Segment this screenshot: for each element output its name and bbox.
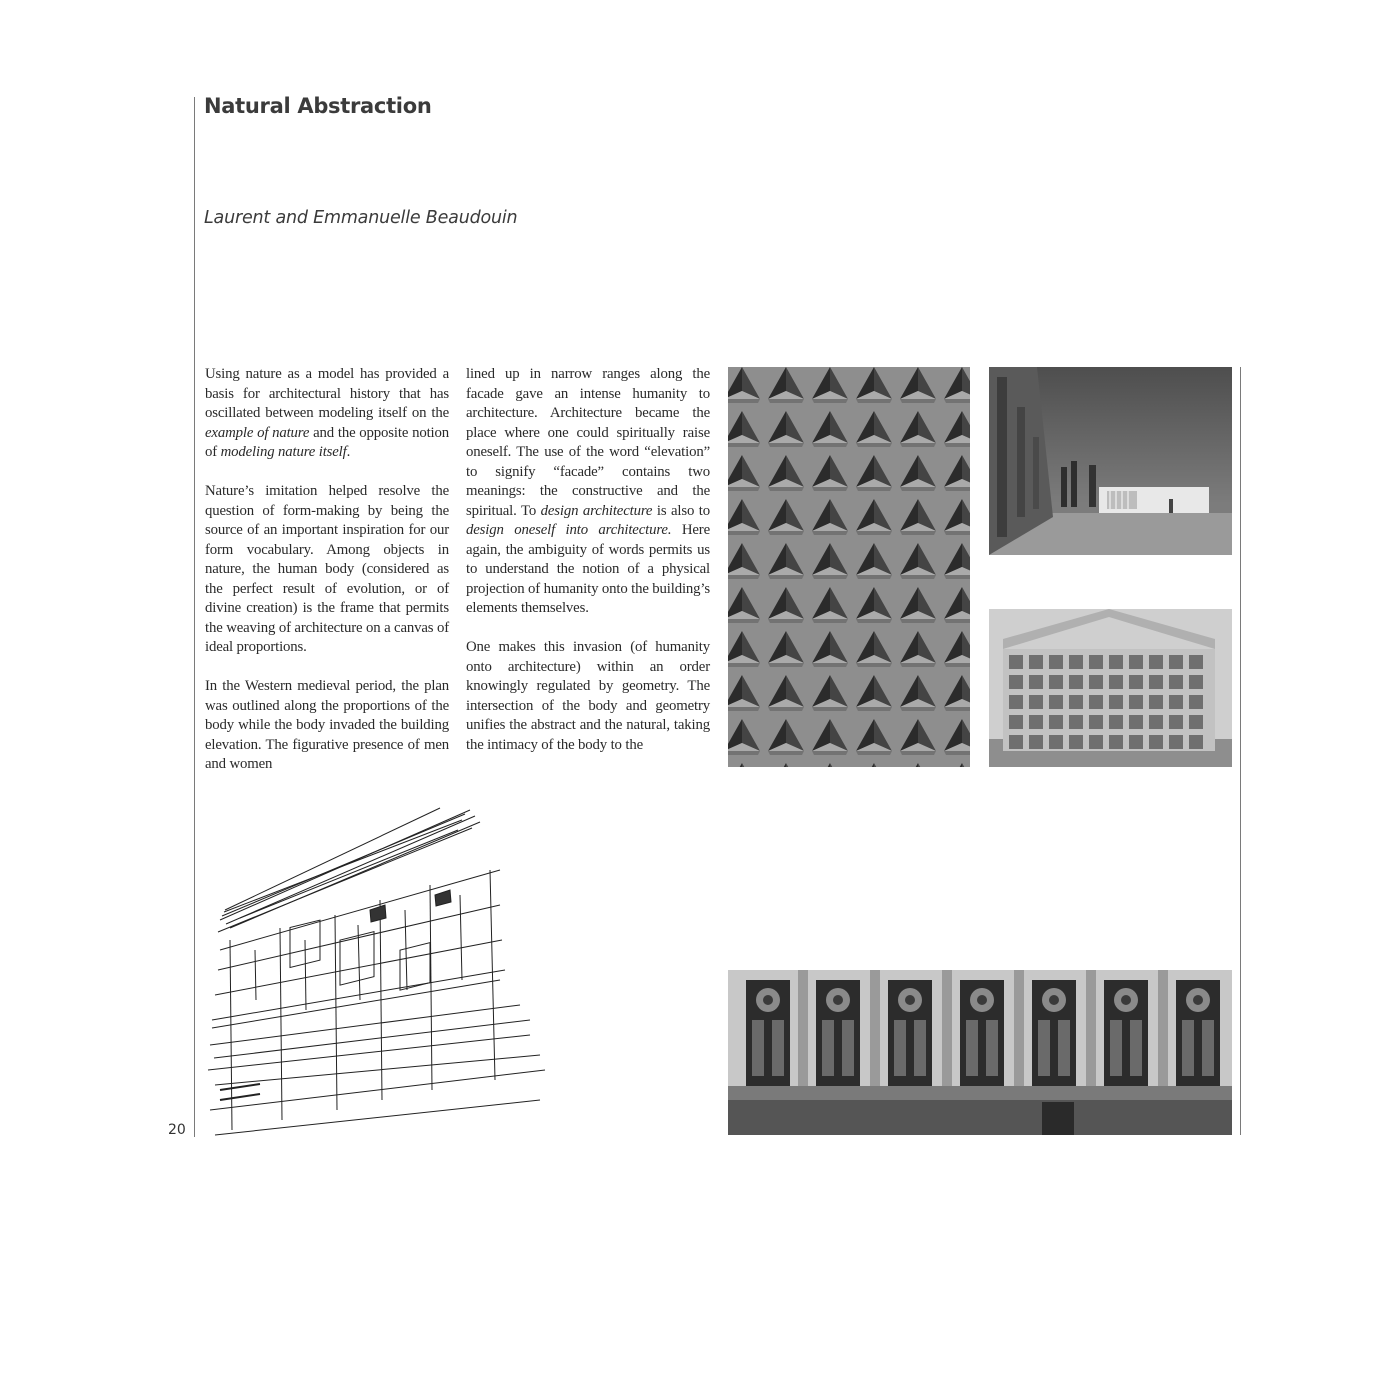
paragraph: lined up in narrow ranges along the facade gave an intense humanity to architecture. Architecture became the place where one could spiritually raise oneself. The use of the word “elevation” to signify “facade” contains two meanings: the constructive and the spiritual. To design architecture is also to design oneself into architecture. Here again, the ambiguity of words permits us to understand the notion of a physical projection of humanity onto the building’s elements themselves. — [466, 366, 710, 616]
right-margin-rule — [1240, 367, 1241, 1135]
facade-sketch-drawing — [200, 800, 550, 1140]
article-title: Natural Abstraction — [204, 94, 432, 118]
courtyard-building-photo — [989, 367, 1232, 555]
paragraph: Nature’s imitation helped resolve the question of form-making by being the source of an important inspiration for our form vocabulary. Among objects in nature, the human body (considered as the perfect result of evolution, or of divine creation) is the frame that permits the weaving of architecture on a canvas of ideal proportions. — [205, 483, 449, 655]
paragraph: In the Western medieval period, the plan was outlined along the proportions of the body while the body invaded the building elevation. The figurative presence of men and women — [205, 678, 449, 772]
page-number: 20 — [168, 1122, 186, 1138]
paragraph: Using nature as a model has provided a basis for architectural history that has oscillated between modeling itself on the example of nature and the opposite notion of modeling nature itself. — [205, 366, 449, 460]
paragraph: One makes this invasion (of humanity onto architecture) within an order knowingly regulated by geometry. The intersection of the body and geometry unifies the abstract and the natural, taking the intimacy of the body to the — [466, 639, 710, 753]
text-column-2 — [466, 365, 710, 775]
gothic-facade-photo — [728, 970, 1232, 1135]
left-margin-rule — [194, 97, 195, 1137]
pyramid-textured-wall-photo — [728, 367, 970, 767]
text-column-1 — [205, 365, 449, 794]
article-author: Laurent and Emmanuelle Beaudouin — [204, 208, 518, 228]
grid-facade-building-photo — [989, 609, 1232, 767]
